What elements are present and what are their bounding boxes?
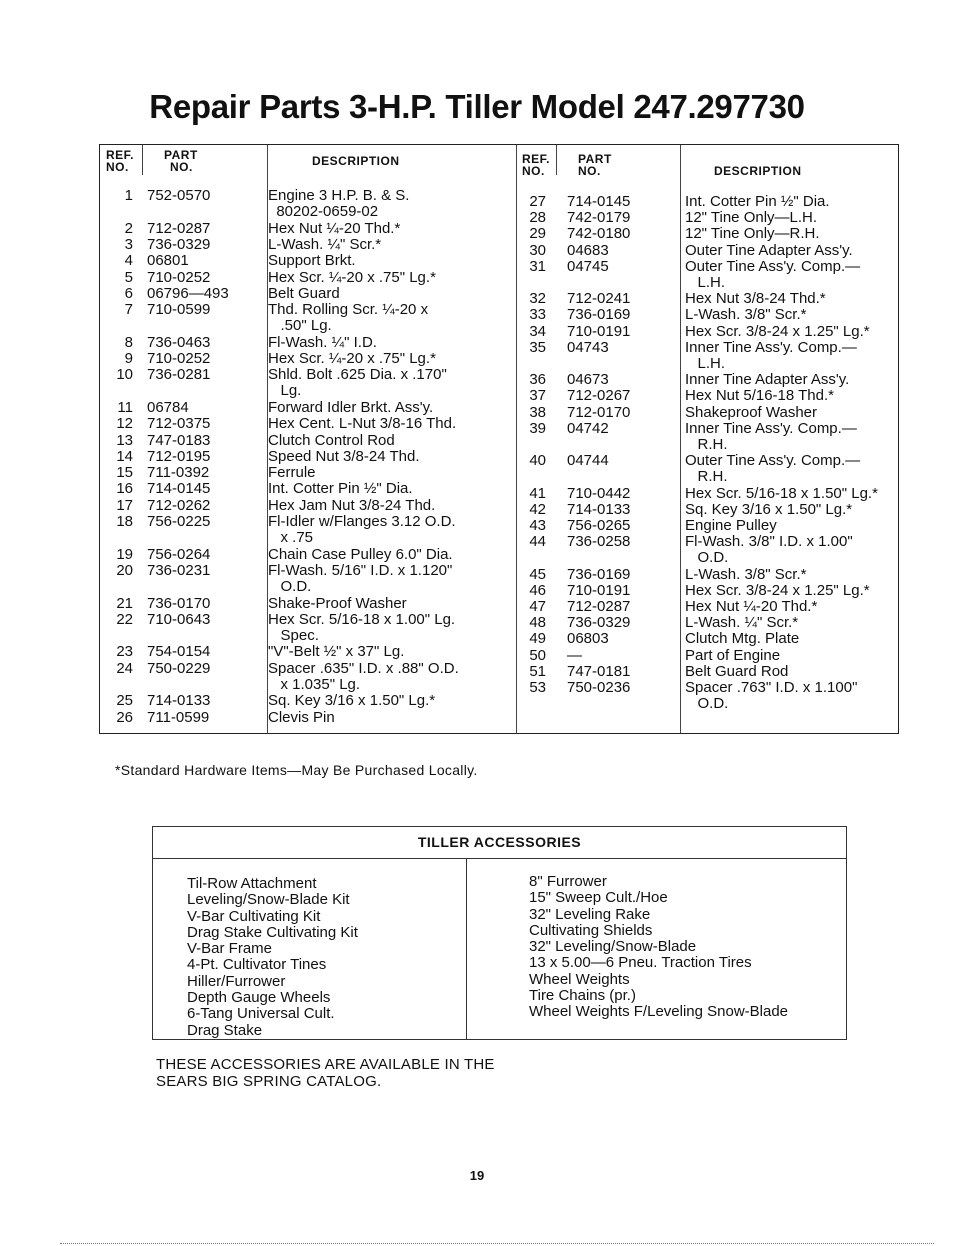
part-description: Hex Scr. ¼-20 x .75" Lg.* xyxy=(268,350,436,367)
part-number: 04745 xyxy=(567,257,609,275)
ref-number: 22 xyxy=(116,610,133,628)
part-number: 04683 xyxy=(567,241,609,259)
part-number: 714-0133 xyxy=(147,692,211,710)
ref-number: 2 xyxy=(124,219,133,237)
part-description: 12" Tine Only—L.H. xyxy=(685,209,818,227)
ref-number: 24 xyxy=(116,659,133,677)
part-description: Shake-Proof Washer xyxy=(268,594,407,612)
part-number: 710-0643 xyxy=(147,610,211,628)
ref-number: 16 xyxy=(116,480,133,498)
ref-number: 43 xyxy=(529,517,546,534)
ref-number: 32 xyxy=(529,290,546,308)
part-number: 714-0145 xyxy=(147,480,211,498)
ref-header: REF. NO. xyxy=(106,148,135,174)
ref-number: 15 xyxy=(116,464,133,482)
part-description: Clutch Mtg. Plate xyxy=(685,630,800,648)
part-description: Engine 3 H.P. B. & S. 80202-0659-02 xyxy=(268,187,410,220)
ref-number: 46 xyxy=(529,581,546,599)
part-description: Spacer .635" I.D. x .88" O.D. x 1.035" Lg. xyxy=(268,659,459,693)
page-number: 19 xyxy=(469,1168,485,1183)
accessory-item: 6-Tang Universal Cult. xyxy=(187,1005,335,1023)
accessories-box xyxy=(152,826,847,1040)
ref-number: 21 xyxy=(116,594,133,612)
part-description: Ferrule xyxy=(268,464,316,482)
part-number: 710-0191 xyxy=(567,322,631,340)
part-number: 714-0133 xyxy=(567,500,631,518)
part-description: Hex Nut ¼-20 Thd.* xyxy=(268,219,401,237)
part-number: 712-0195 xyxy=(147,447,211,465)
part-description: Int. Cotter Pin ½" Dia. xyxy=(685,193,830,210)
part-number: 736-0463 xyxy=(147,333,211,351)
page-title: Repair Parts 3-H.P. Tiller Model 247.297730 xyxy=(149,88,805,125)
accessory-item: Depth Gauge Wheels xyxy=(187,989,331,1007)
part-description: Inner Tine Ass'y. Comp.— R.H. xyxy=(685,419,857,453)
part-description: Belt Guard xyxy=(268,284,340,302)
part-description: Hex Nut 5/16-18 Thd.* xyxy=(685,387,834,405)
part-description: Outer Tine Ass'y. Comp.— R.H. xyxy=(685,452,861,486)
part-description: Hex Nut 3/8-24 Thd.* xyxy=(685,290,826,308)
part-number: 06784 xyxy=(147,398,189,416)
ref-number: 53 xyxy=(529,679,546,696)
availability-note: THESE ACCESSORIES ARE AVAILABLE IN THE SEARS BIG SPRING CATALOG. xyxy=(156,1056,495,1090)
part-description: Hex Scr. ¼-20 x .75" Lg.* xyxy=(268,268,436,286)
part-number: 712-0262 xyxy=(147,496,211,514)
part-number: 04673 xyxy=(567,371,609,389)
ref-number: 31 xyxy=(529,257,546,275)
part-description: Hex Nut ¼-20 Thd.* xyxy=(685,598,818,615)
part-number: 756-0225 xyxy=(147,513,211,530)
ref-number: 6 xyxy=(124,284,133,302)
part-number: 712-0375 xyxy=(147,415,211,433)
footnote: *Standard Hardware Items—May Be Purchased Locally. xyxy=(115,762,478,778)
ref-number: 12 xyxy=(116,415,133,433)
accessory-item: 15" Sweep Cult./Hoe xyxy=(529,889,668,907)
part-number: 04742 xyxy=(567,419,609,437)
ref-number: 29 xyxy=(529,225,546,243)
part-description: L-Wash. 3/8" Scr.* xyxy=(685,565,807,583)
part-number: 06801 xyxy=(147,252,189,270)
ref-number: 10 xyxy=(116,366,133,384)
part-description: L-Wash. 3/8" Scr.* xyxy=(685,306,807,324)
part-description: Part of Engine xyxy=(685,646,781,664)
ref-number: 28 xyxy=(529,209,546,227)
part-number: 710-0252 xyxy=(147,268,211,286)
part-description: Chain Case Pulley 6.0" Dia. xyxy=(268,545,453,563)
part-number: 736-0169 xyxy=(567,565,631,583)
part-number: 710-0191 xyxy=(567,581,631,599)
part-number: 736-0258 xyxy=(567,533,631,551)
accessory-item: 13 x 5.00—6 Pneu. Traction Tires xyxy=(529,954,752,972)
accessory-item: 32" Leveling Rake xyxy=(529,905,651,923)
accessories-title: TILLER ACCESSORIES xyxy=(417,834,582,850)
ref-number: 51 xyxy=(529,662,546,680)
part-number: 714-0145 xyxy=(567,193,631,210)
accessory-item: Tire Chains (pr.) xyxy=(529,987,636,1005)
ref-number: 30 xyxy=(529,241,546,259)
ref-number: 38 xyxy=(529,403,546,421)
part-description: Hex Scr. 3/8-24 x 1.25" Lg.* xyxy=(685,322,870,340)
accessory-item: Leveling/Snow-Blade Kit xyxy=(187,891,350,909)
ref-number: 34 xyxy=(529,322,546,340)
accessory-item: Wheel Weights F/Leveling Snow-Blade xyxy=(529,1003,789,1021)
part-description: Shakeproof Washer xyxy=(685,403,818,421)
ref-number: 49 xyxy=(529,630,546,648)
ref-number: 27 xyxy=(529,193,546,210)
part-number: 747-0181 xyxy=(567,662,631,680)
ref-number: 39 xyxy=(529,419,546,437)
ref-number: 11 xyxy=(117,398,133,416)
ref-number: 33 xyxy=(529,306,546,324)
part-number: 747-0183 xyxy=(147,431,211,449)
ref-number: 41 xyxy=(529,484,546,502)
ref-number: 50 xyxy=(529,646,546,664)
ref-number: 40 xyxy=(529,452,546,470)
part-description: Hex Scr. 5/16-18 x 1.50" Lg.* xyxy=(685,484,878,502)
part-description: L-Wash. ¼" Scr.* xyxy=(685,614,799,632)
part-number: 712-0287 xyxy=(567,598,631,615)
part-description: Sq. Key 3/16 x 1.50" Lg.* xyxy=(685,500,853,518)
accessory-item: Cultivating Shields xyxy=(529,921,653,939)
part-number: 736-0231 xyxy=(147,561,211,579)
part-number: 750-0229 xyxy=(147,659,211,677)
part-description: Hex Cent. L-Nut 3/8-16 Thd. xyxy=(268,415,457,433)
part-description: Inner Tine Ass'y. Comp.— L.H. xyxy=(685,338,857,372)
ref-number: 14 xyxy=(116,447,133,465)
part-header: PART NO. xyxy=(164,148,198,174)
accessory-item: Til-Row Attachment xyxy=(187,875,317,892)
part-number: 711-0392 xyxy=(147,464,210,482)
part-description: Hex Jam Nut 3/8-24 Thd. xyxy=(268,496,436,514)
part-description: Fl-Wash. 3/8" I.D. x 1.00" O.D. xyxy=(685,533,853,567)
part-number: — xyxy=(567,646,582,664)
part-number: 736-0281 xyxy=(147,366,211,384)
accessories-list-left xyxy=(187,876,358,1039)
part-number: 712-0241 xyxy=(567,290,631,308)
part-number: 710-0442 xyxy=(567,484,631,502)
part-number: 736-0329 xyxy=(147,235,211,253)
ref-number: 35 xyxy=(529,338,546,356)
part-description: Clutch Control Rod xyxy=(268,431,395,449)
part-description: Clevis Pin xyxy=(268,708,335,726)
part-number: 712-0170 xyxy=(567,403,631,421)
part-number: 736-0329 xyxy=(567,614,631,632)
part-number: 756-0265 xyxy=(567,517,631,534)
part-description: Fl-Wash. ¼" I.D. xyxy=(268,333,377,351)
part-number: 736-0169 xyxy=(567,306,631,324)
part-description: Int. Cotter Pin ½" Dia. xyxy=(268,480,413,498)
part-description: Outer Tine Adapter Ass'y. xyxy=(685,241,853,259)
part-number: 736-0170 xyxy=(147,594,211,612)
part-number: 711-0599 xyxy=(147,708,210,726)
ref-number: 25 xyxy=(116,692,133,710)
accessory-item: 32" Leveling/Snow-Blade xyxy=(529,938,697,956)
part-description: Sq. Key 3/16 x 1.50" Lg.* xyxy=(268,692,436,710)
parts-table xyxy=(99,144,899,734)
ref-number: 26 xyxy=(116,708,133,726)
part-description: Spacer .763" I.D. x 1.100" O.D. xyxy=(685,679,858,712)
part-description: Thd. Rolling Scr. ¼-20 x .50" Lg. xyxy=(268,301,429,335)
part-description: Speed Nut 3/8-24 Thd. xyxy=(268,447,420,465)
accessory-item: Wheel Weights xyxy=(529,970,630,988)
ref-number: 13 xyxy=(116,431,133,449)
part-number: 04744 xyxy=(567,452,609,470)
accessory-item: 4-Pt. Cultivator Tines xyxy=(187,956,327,974)
ref-number: 23 xyxy=(116,643,133,661)
part-description: "V"-Belt ½" x 37" Lg. xyxy=(268,643,405,661)
part-number: 756-0264 xyxy=(147,545,211,563)
part-header-right: PART NO. xyxy=(578,152,612,178)
accessory-item: Drag Stake Cultivating Kit xyxy=(187,923,358,941)
ref-number: 44 xyxy=(529,533,546,551)
description-header-right: DESCRIPTION xyxy=(714,164,802,178)
accessories-list-right xyxy=(529,874,788,1021)
part-description: Belt Guard Rod xyxy=(685,662,789,680)
part-description: L-Wash. ¼" Scr.* xyxy=(268,235,382,253)
accessory-item: V-Bar Frame xyxy=(187,940,273,958)
ref-number: 36 xyxy=(529,371,546,389)
part-description: Support Brkt. xyxy=(268,252,356,270)
part-description: Engine Pulley xyxy=(685,517,777,534)
ref-number: 18 xyxy=(116,513,133,530)
ref-number: 7 xyxy=(124,301,133,319)
accessory-item: 8" Furrower xyxy=(529,873,607,890)
ref-number: 48 xyxy=(529,614,546,632)
accessory-item: Drag Stake xyxy=(187,1021,263,1039)
accessory-item: V-Bar Cultivating Kit xyxy=(187,907,321,925)
part-number: 754-0154 xyxy=(147,643,211,661)
ref-number: 1 xyxy=(124,187,133,204)
ref-number: 47 xyxy=(529,598,546,615)
part-description: 12" Tine Only—R.H. xyxy=(685,225,820,243)
part-number: 04743 xyxy=(567,338,609,356)
ref-number: 19 xyxy=(116,545,133,563)
ref-number: 5 xyxy=(124,268,133,286)
part-number: 712-0287 xyxy=(147,219,211,237)
part-number: 742-0180 xyxy=(567,225,631,243)
part-description: Inner Tine Adapter Ass'y. xyxy=(685,371,850,389)
part-number: 742-0179 xyxy=(567,209,631,227)
part-description: Fl-Wash. 5/16" I.D. x 1.120" O.D. xyxy=(268,561,453,595)
part-number: 710-0252 xyxy=(147,350,211,367)
ref-number: 20 xyxy=(116,561,133,579)
part-number: 06803 xyxy=(567,630,609,648)
part-description: Forward Idler Brkt. Ass'y. xyxy=(268,398,434,416)
ref-number: 45 xyxy=(529,565,546,583)
part-number: 710-0599 xyxy=(147,301,211,319)
part-description: Outer Tine Ass'y. Comp.— L.H. xyxy=(685,257,861,291)
part-number: 712-0267 xyxy=(567,387,631,405)
ref-number: 9 xyxy=(124,350,133,367)
accessory-item: Hiller/Furrower xyxy=(187,972,286,990)
ref-number: 8 xyxy=(124,333,133,351)
part-number: 750-0236 xyxy=(567,679,631,696)
part-description: Hex Scr. 3/8-24 x 1.25" Lg.* xyxy=(685,581,870,599)
ref-number: 37 xyxy=(529,387,546,405)
part-description: Shld. Bolt .625 Dia. x .170" Lg. xyxy=(268,366,447,400)
ref-header-right: REF. NO. xyxy=(522,152,551,178)
ref-number: 3 xyxy=(124,235,133,253)
part-number: 06796—493 xyxy=(147,284,229,302)
ref-number: 17 xyxy=(116,496,133,514)
part-description: Hex Scr. 5/16-18 x 1.00" Lg. Spec. xyxy=(268,610,456,644)
ref-number: 42 xyxy=(529,500,546,518)
description-header: DESCRIPTION xyxy=(312,154,400,168)
ref-number: 4 xyxy=(124,252,133,270)
part-description: Fl-Idler w/Flanges 3.12 O.D. x .75 xyxy=(268,513,456,546)
part-number: 752-0570 xyxy=(147,187,211,204)
